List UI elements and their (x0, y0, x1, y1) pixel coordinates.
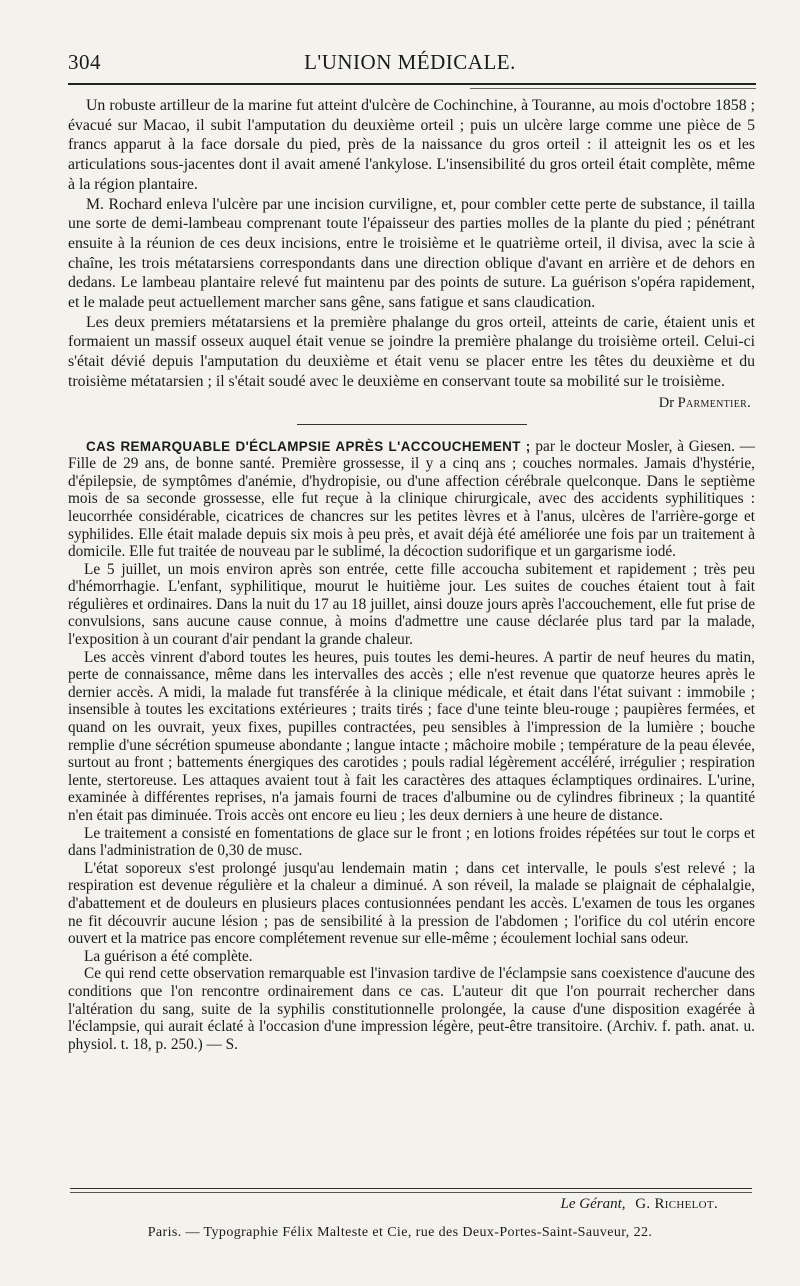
journal-title: L'UNION MÉDICALE. (304, 50, 516, 74)
page-number: 304 (68, 50, 101, 74)
header-rule-secondary (470, 88, 756, 89)
gerant-name: G. Richelot. (635, 1196, 718, 1212)
footer-rule-secondary (70, 1192, 752, 1193)
paragraph: Le traitement a consisté en fomentations de glace sur le front ; en lotions froides répétées sur tout le corps et dans l'administration de 0,30 de musc. (68, 824, 755, 860)
article-intro: par le docteur Mosler, à Giesen. — Fille de 29 ans, de bonne santé. Première grossesse, il y a cinq ans ; couches normales. Jamais d'hystérie, d'épilepsie, de symptômes d'anémie, d'hydropisie, ou d'une affection cérébrale quelconque. Dans le septième mois de sa seconde grossesse, elle fut reçue à la clinique chirurgicale, avec des accidents syphilitiques : leucorrhée considérable, cicatrices de chancres sur les petites lèvres et à l'anus, ulcères de l'arrière-gorge et syphilides. Elle était malade depuis six mois à peu près, et avait déjà été améliorée une fois par un traitement à domicile. Elle fut traitée de nouveau par le sublimé, la décoction sudorifique et un gargarisme iodé. (68, 437, 755, 561)
paragraph: Ce qui rend cette observation remarquable est l'invasion tardive de l'éclampsie sans coexistence d'aucune des conditions que l'on rencontre ordinairement dans ce cas. L'auteur dit que l'on pourrait rechercher dans l'altération du sang, suite de la syphilis constitutionnelle prolongée, la cause d'une disposition exagérée à l'éclampsie, qui aurait éclaté à l'occasion d'une impression légère, peut-être transitoire. (Archiv. f. path. anat. u. physiol. t. 18, p. 250.) — S. (68, 965, 755, 1053)
paragraph: L'état soporeux s'est prolongé jusqu'au lendemain matin ; dans cet intervalle, le pouls s'est relevé ; la respiration est devenue régulière et la chaleur a diminué. A son réveil, la malade se plaignait de céphalalgie, d'abattement et de douleurs en plusieurs places contusionnées pendant les accès. L'examen de tous les organes ne fit découvrir aucune lésion ; pas de sensibilité à la pression de l'abdomen ; l'orifice du col utérin encore ouvert et la matrice pas encore complétement revenue sur elle-même ; écoulement lochial sans odeur. (68, 859, 755, 948)
gerant-line (561, 1196, 718, 1213)
paragraph: Les deux premiers métatarsiens et la première phalange du gros orteil, atteints de carie, étaient unis et formaient un massif osseux auquel était venue se joindre la première phalange du troisième orteil. Celui-ci s'était dévié depuis l'amputation du deuxième et était venu se placer entre les têtes du deuxième et du troisième métatarsien ; il s'était soudé avec le deuxième en conservant toute sa mobilité sur le troisième. (68, 313, 755, 390)
signature-prefix: Dr (658, 394, 675, 411)
article-title: CAS REMARQUABLE D'ÉCLAMPSIE APRÈS L'ACCOUCHEMENT ; (86, 438, 531, 454)
page-header (68, 50, 752, 78)
signature-name: Parmentier. (677, 394, 751, 411)
paragraph: Le 5 juillet, un mois environ après son entrée, cette fille accoucha subitement et rapidement ; très peu d'hémorrhagie. L'enfant, syphilitique, mourut le huitième jour. Les suites de couches étaient tout à fait régulières et ordinaires. Dans la nuit du 17 au 18 juillet, ainsi douze jours après l'accouchement, elle fut prise de convulsions, sans aucune cause connue, à moins d'admettre une cause déclarée plus tard par la malade, l'exposition à un courant d'air pendant la grande chaleur. (68, 560, 755, 649)
article-ulcere (68, 96, 755, 413)
article-title-paragraph (68, 438, 755, 561)
footer-rule (70, 1188, 752, 1189)
printer-imprint: Paris. — Typographie Félix Malteste et Cie, rue des Deux-Portes-Saint-Sauveur, 22. (147, 1225, 653, 1240)
author-signature (68, 394, 751, 413)
gerant-label: Le Gérant, (560, 1196, 626, 1212)
paragraph: La guérison a été complète. (84, 947, 253, 965)
paragraph: Un robuste artilleur de la marine fut atteint d'ulcère de Cochinchine, à Touranne, au mois d'octobre 1858 ; évacué sur Macao, il subit l'amputation du deuxième orteil ; puis un ulcère large comme une pièce de 5 francs apparut à la face dorsale du pied, près de la naissance du gros orteil : il atteignit les os et les articulations sous-jacentes dont il avait amené l'ankylose. L'insensibilité du gros orteil était complète, même à la région plantaire. (68, 97, 755, 193)
paragraph: Les accès vinrent d'abord toutes les heures, puis toutes les demi-heures. A partir de neuf heures du matin, perte de connaissance, même dans les intervalles des accès ; elle n'est revenue que quatorze heures après le dernier accès. A midi, la malade fut transférée à la clinique médicale, et était dans l'état suivant : immobile ; insensible à toutes les excitations extérieures ; traits tirés ; face d'une teinte bleu-rouge ; paupières fermées, et quand on les ouvrait, yeux fixes, pupilles contractées, peu sensibles à l'impression de la lumière ; bouche remplie d'une sécrétion spumeuse abondante ; langue intacte ; mâchoire mobile ; température de la peau élevée, surtout au front ; battements énergiques des carotides ; pouls radial légèrement accéléré, irrégulier ; respiration lente, stertoreuse. Les attaques avaient tout à fait les caractères des attaques éclamptiques ordinaires. L'urine, examinée à différentes reprises, n'a jamais fourni de traces d'albumine ou de cylindres fibrineux ; la quantité n'en était pas diminuée. Trois accès ont encore eu lieu ; les deux derniers à une heure de distance. (68, 648, 755, 825)
page-body (68, 96, 755, 1053)
header-rule (68, 83, 756, 85)
article-eclampsie (68, 438, 755, 1054)
paragraph: M. Rochard enleva l'ulcère par une incision curviligne, et, pour combler cette perte de substance, il tailla une sorte de demi-lambeau comprenant toute l'épaisseur des parties molles de la plante du pied ; pénétrant ensuite à la réunion de ces deux incisions, entre le troisième et le quatrième orteil, il divisa, avec la scie à chaîne, les trois métatarsiens correspondants dans une direction oblique d'avant en arrière et de dehors en dedans. Le lambeau plantaire relevé fut maintenu par des points de suture. La guérison s'opéra rapidement, et le malade peut actuellement marcher sans gêne, sans fatigue et sans claudication. (68, 195, 755, 312)
section-separator (297, 424, 527, 425)
